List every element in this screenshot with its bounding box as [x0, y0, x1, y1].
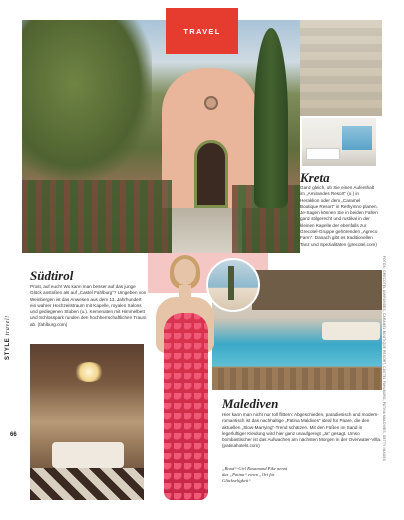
- malediven-heading: Malediven: [222, 396, 279, 411]
- suedtirol-text: Prost, auf euch! Wo kann man besser auf das junge Glück anstoßen als auf „Castel Fahlburg“? Umgeben von Weinbergen ist das Anwesen aus dem 13. Jahrhundert ein wahrer Hochzeitstraum mit Kapelle, royalen Salons und gediegenen Stuben (u.). Kemenaten mit Himmelbett und Schlosspark runden den hochherrschaftlichen Traum ab. (fahlburg.com): [30, 284, 147, 327]
- magazine-section: travel!: [5, 315, 11, 336]
- crete-stone-wall-photo: [300, 20, 382, 116]
- chandelier: [74, 362, 104, 382]
- magazine-brand: STYLE: [5, 337, 11, 360]
- cypress-tree: [254, 28, 288, 208]
- chapel-door: [194, 140, 228, 208]
- suedtirol-heading: Südtirol: [30, 268, 74, 283]
- checkered-floor: [30, 468, 144, 500]
- section-tag: TRAVEL: [166, 8, 238, 54]
- rosamund-pike-photo: [148, 253, 224, 500]
- kreta-text: Ganz gleich, ob Sie einen Aufenthalt im „Amirandes Resort“ (o.) in Heraklion oder dem „Caramel Boutique Resort“ in Rethymno planen. Je-Sagen können Sie in beiden Fallen ganz stilgerecht und rustikal in der kleinen Kapelle der ebenfalls zur Grecotel-Gruppe gehörenden „Agreco Farm“. Danach gibt es traditionellen Tanz und Spezialitäten (grecotel.com): [300, 185, 378, 247]
- villa-sofa: [322, 322, 380, 340]
- room-bed: [306, 148, 340, 160]
- castel-fahlburg-photo: [30, 344, 144, 500]
- villa-roof: [252, 270, 382, 310]
- kreta-heading: Kreta: [300, 170, 330, 185]
- chapel-rosette: [204, 96, 218, 110]
- photo-credits-text: FOTOS: GRECOTEL AMIRANDES, CARAMEL BOUTIQUE RESORT, CASTEL FAHLBURG, PATINA MALDIVES, GETTY IMAGES: [382, 256, 386, 462]
- dining-table: [52, 442, 124, 468]
- page-number: 66: [10, 432, 17, 438]
- malediven-text: Hier kann man nicht nur toll flittern: Abgeschieden, paradiesisch und modern-romantisch ist das nachhaltige „Patina Maldives“ ideal für Paare, die den aktuellen „Slow-Marrying“-Trend schätzen. Mit den Füßen im Sand in legerluftiger Kleidung wird hier ganz unaufgeregt „Ja“ gesagt. Umso bombastischer ist das Aufwachen am nächsten Morgen in der Overwater-Villa. (patinahotels.com): [222, 412, 382, 449]
- face: [174, 259, 196, 285]
- red-floral-gown: [164, 313, 208, 500]
- room-window: [342, 126, 372, 150]
- stone-texture: [300, 20, 382, 116]
- villa-deck: [212, 368, 382, 390]
- palm-tree: [228, 266, 234, 300]
- chairs-left: [22, 180, 172, 253]
- amirandes-room-photo: [302, 118, 376, 166]
- photo-credits: [382, 256, 396, 462]
- crete-chapel-photo: [22, 20, 300, 253]
- olive-tree-shape: [22, 20, 152, 180]
- photo-caption: „Bond“-Girl Rosamund Pike nennt das „Patina“ einen „Ort für Glückseligkeit“: [222, 466, 288, 483]
- magazine-side-label: [5, 315, 11, 360]
